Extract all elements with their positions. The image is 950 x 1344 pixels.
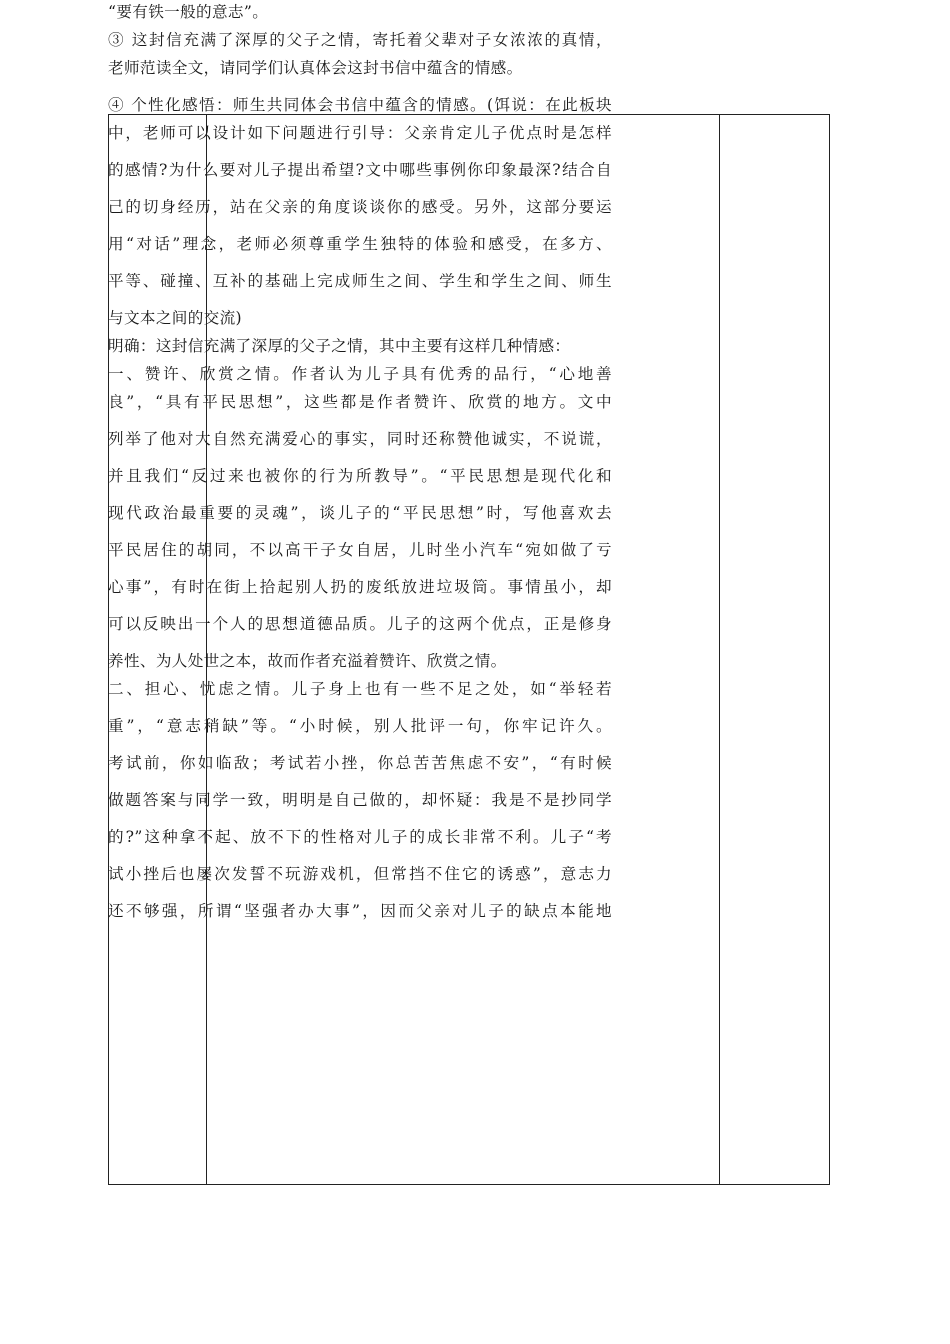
text-line: 还不够强，所谓“坚强者办大事”，因而父亲对儿子的缺点本能地: [108, 902, 612, 920]
text-line: 养性、为人处世之本，故而作者充溢着赞许、欣赏之情。: [108, 652, 507, 670]
text-line: 试小挫后也屡次发誓不玩游戏机，但常挡不住它的诱惑”，意志力: [108, 865, 612, 883]
text-line: 考试前，你如临敌；考试若小挫，你总苦苦焦虑不安”，“有时候: [108, 754, 612, 772]
text-line: 的?”这种拿不起、放不下的性格对儿子的成长非常不利。儿子“考: [108, 828, 612, 846]
text-line: 心事”，有时在街上拾起别人扔的废纸放进垃圾筒。事情虽小，却: [108, 578, 612, 596]
text-line: ④ 个性化感悟：师生共同体会书信中蕴含的情感。(饵说：在此板块: [108, 96, 612, 114]
text-line: 中，老师可以设计如下问题进行引导：父亲肯定儿子优点时是怎样: [108, 124, 612, 142]
text-line: 与文本之间的交流): [108, 309, 242, 327]
text-line: 一、赞许、欣赏之情。作者认为儿子具有优秀的品行，“心地善: [108, 365, 612, 383]
text-line: 良”，“具有平民思想”，这些都是作者赞许、欣赏的地方。文中: [108, 393, 612, 411]
text-line: 用“对话”理念，老师必须尊重学生独特的体验和感受，在多方、: [108, 235, 612, 253]
text-line: 明确：这封信充满了深厚的父子之情，其中主要有这样几种情感：: [108, 337, 571, 355]
right-column-cell: [720, 115, 829, 1184]
text-line: 可以反映出一个人的思想道德品质。儿子的这两个优点，正是修身: [108, 615, 612, 633]
main-content-cell: [108, 0, 612, 938]
text-line: 二、担心、忧虑之情。儿子身上也有一些不足之处，如“举轻若: [108, 680, 612, 698]
text-line: 做题答案与同学一致，明明是自己做的，却怀疑：我是不是抄同学: [108, 791, 612, 809]
text-line: 并且我们“反过来也被你的行为所教导”。“平民思想是现代化和: [108, 467, 612, 485]
text-line: 重”，“意志稍缺”等。“小时候，别人批评一句，你牢记许久。: [108, 717, 612, 735]
text-line: 平等、碰撞、互补的基础上完成师生之间、学生和学生之间、师生: [108, 272, 612, 290]
text-line: ③ 这封信充满了深厚的父子之情，寄托着父辈对子女浓浓的真情，: [108, 31, 612, 49]
text-line: 老师范读全文，请同学们认真体会这封书信中蕴含的情感。: [108, 59, 523, 77]
text-line: 平民居住的胡同，不以高干子女自居，儿时坐小汽车“宛如做了亏: [108, 541, 612, 559]
text-line: 己的切身经历，站在父亲的角度谈谈你的感受。另外，这部分要运: [108, 198, 612, 216]
text-line: “要有铁一般的意志”。: [108, 3, 269, 21]
text-line: 列举了他对大自然充满爱心的事实，同时还称赞他诚实，不说谎，: [108, 430, 612, 448]
text-line: 现代政治最重要的灵魂”，谈儿子的“平民思想”时，写他喜欢去: [108, 504, 612, 522]
text-line: 的感情?为什么要对儿子提出希望?文中哪些事例你印象最深?结合自: [108, 161, 612, 179]
